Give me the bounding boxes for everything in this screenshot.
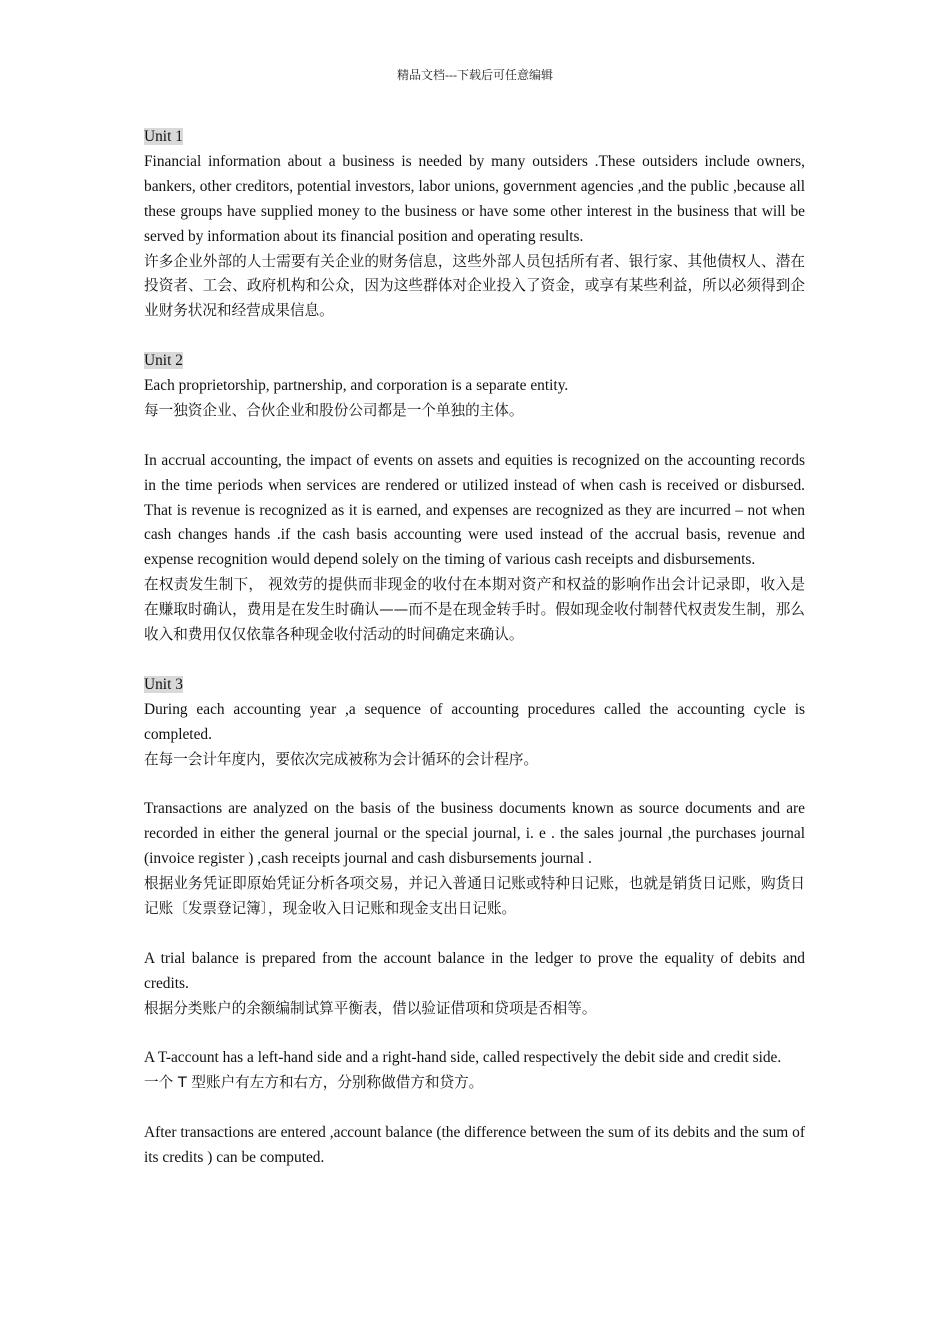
english-paragraph: After transactions are entered ,account balance (the difference between the sum of its debits and the sum of its credits ) can be computed. — [144, 1124, 805, 1167]
english-paragraph: A trial balance is prepared from the account balance in the ledger to prove the equality of debits and credits. — [144, 949, 805, 992]
chinese-translation: 一个 T 型账户有左方和右方，分别称做借方和贷方。 — [144, 1074, 484, 1092]
english-paragraph: A T-account has a left-hand side and a right-hand side, called respectively the debit side and credit side. — [144, 1049, 782, 1067]
chinese-translation: 根据业务凭证即原始凭证分析各项交易，并记入普通日记账或特种日记账，也就是销货日记账，购货日记账〔发票登记簿〕，现金收入日记账和现金支出日记账。 — [144, 875, 805, 918]
chinese-translation: 在权责发生制下， 视效劳的提供而非现金的收付在本期对资产和权益的影响作出会计记录即，收入是在赚取时确认，费用是在发生时确认——而不是在现金转手时。假如现金收付制替代权责发生制，那么收入和费用仅仅依靠各种现金收付活动的时间确定来确认。 — [144, 576, 805, 644]
chinese-translation: 在每一会计年度内，要依次完成被称为会计循环的会计程序。 — [144, 750, 539, 768]
chinese-translation: 许多企业外部的人士需要有关企业的财务信息，这些外部人员包括所有者、银行家、其他债权人、潜在投资者、工会、政府机构和公众，因为这些群体对企业投入了资金，或享有某些利益，所以必须得到企业财务状况和经营成果信息。 — [144, 252, 805, 320]
chinese-translation: 根据分类账户的余额编制试算平衡表，借以验证借项和贷项是否相等。 — [144, 999, 597, 1017]
english-paragraph: Each proprietorship, partnership, and corporation is a separate entity. — [144, 377, 569, 395]
unit-heading: Unit 2 — [144, 352, 183, 370]
english-paragraph: During each accounting year ,a sequence of accounting procedures called the accounting cycle is completed. — [144, 700, 805, 743]
english-paragraph: In accrual accounting, the impact of events on assets and equities is recognized on the accounting records in the time periods when services are rendered or utilized instead of when cash is received or disbursed. That is revenue is recognized as it is earned, and expenses are recognized as they are incurred – not when cash changes hands .if the cash basis accounting were used instead of the accrual basis, revenue and expense recognition would depend solely on the timing of various cash receipts and disbursements. — [144, 451, 805, 569]
chinese-translation: 每一独资企业、合伙企业和股份公司都是一个单独的主体。 — [144, 401, 524, 419]
page-header: 精品文档---下载后可任意编辑 — [397, 68, 553, 82]
unit-heading: Unit 1 — [144, 128, 183, 145]
english-paragraph: Transactions are analyzed on the basis of the business documents known as source documents and are recorded in either the general journal or the special journal, i. e . the sales journal ,the purchases journal (invoice register ) ,cash receipts journal and cash disbursements journal . — [144, 800, 805, 868]
document-body — [144, 125, 805, 1171]
unit-heading: Unit 3 — [144, 675, 183, 693]
english-paragraph: Financial information about a business is needed by many outsiders .These outsiders include owners, bankers, other creditors, potential investors, labor unions, government agencies ,and the public ,because all these groups have supplied money to the business or have some other interest in the business that will be served by information about its financial position and operating results. — [144, 152, 805, 245]
